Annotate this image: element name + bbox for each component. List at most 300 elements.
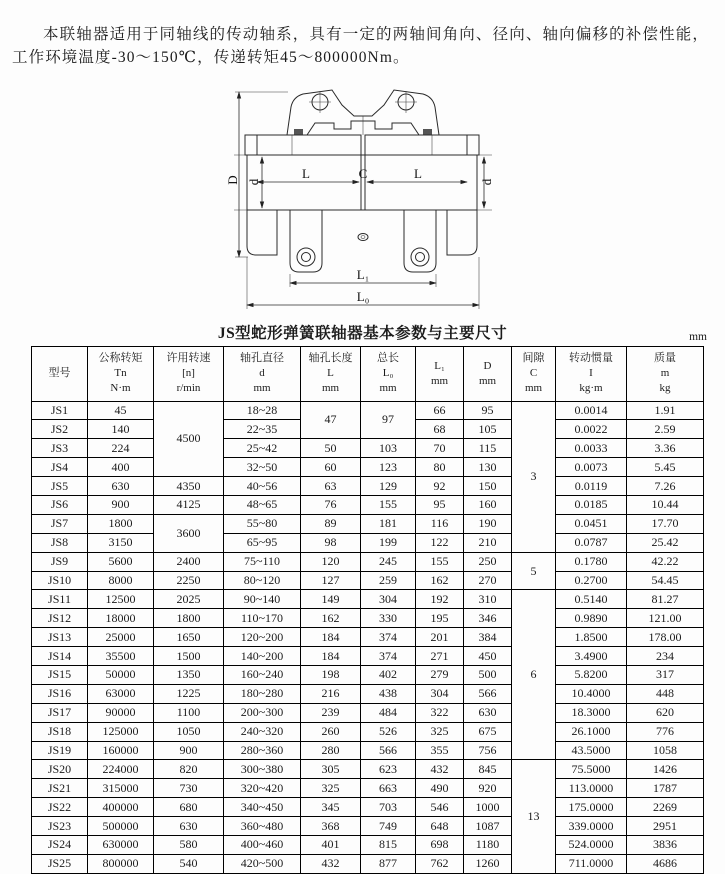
cell-bore-length: 50 [301, 439, 361, 458]
cell-inertia: 43.5000 [556, 741, 627, 760]
cell-mass: 17.70 [627, 514, 704, 533]
cell-mass: 4686 [627, 854, 704, 873]
cell-total-length: 199 [361, 533, 416, 552]
cell-bore-diameter: 80~120 [224, 571, 301, 590]
cell-model: JS11 [32, 590, 88, 609]
cell-mass: 1787 [627, 779, 704, 798]
cell-bore-diameter: 400~460 [224, 835, 301, 854]
cell-l1: 271 [416, 647, 464, 666]
cell-l1: 279 [416, 665, 464, 684]
cell-model: JS18 [32, 722, 88, 741]
cell-total-length: 330 [361, 609, 416, 628]
cell-bore-diameter: 48~65 [224, 495, 301, 514]
cell-mass: 81.27 [627, 590, 704, 609]
row-JS6 [32, 495, 704, 514]
cell-model: JS10 [32, 571, 88, 590]
cell-model: JS22 [32, 798, 88, 817]
cell-outer-diameter: 566 [464, 684, 512, 703]
cell-outer-diameter: 630 [464, 703, 512, 722]
cell-l1: 322 [416, 703, 464, 722]
cell-outer-diameter: 346 [464, 609, 512, 628]
cell-mass: 5.45 [627, 458, 704, 477]
cell-outer-diameter: 1000 [464, 798, 512, 817]
cell-nominal-torque: 125000 [88, 722, 154, 741]
cell-total-length: 155 [361, 495, 416, 514]
cell-allowable-speed: 2025 [154, 590, 224, 609]
cell-inertia: 0.0787 [556, 533, 627, 552]
row-JS7 [32, 514, 704, 533]
cell-inertia: 0.0014 [556, 401, 627, 420]
cell-l1: 122 [416, 533, 464, 552]
leg-left [290, 210, 322, 272]
cell-mass: 2951 [627, 817, 704, 836]
cell-inertia: 5.8200 [556, 665, 627, 684]
cell-allowable-speed: 680 [154, 798, 224, 817]
cell-outer-diameter: 115 [464, 439, 512, 458]
cell-bore-length: 345 [301, 798, 361, 817]
cell-model: JS13 [32, 628, 88, 647]
column-header-clearance: 间隙 C mm [512, 346, 556, 401]
cell-bore-length: 47 [301, 401, 361, 439]
cell-outer-diameter: 160 [464, 495, 512, 514]
cell-total-length: 123 [361, 458, 416, 477]
cell-l1: 155 [416, 552, 464, 571]
cell-bore-diameter: 420~500 [224, 854, 301, 873]
cell-bore-length: 216 [301, 684, 361, 703]
cell-l1: 80 [416, 458, 464, 477]
cell-mass: 448 [627, 684, 704, 703]
cell-model: JS7 [32, 514, 88, 533]
cell-bore-diameter: 320~420 [224, 779, 301, 798]
cell-total-length: 877 [361, 854, 416, 873]
dim-label-L-left: L [301, 165, 310, 181]
side-block-left [247, 210, 277, 255]
cell-nominal-torque: 800000 [88, 854, 154, 873]
cell-model: JS15 [32, 665, 88, 684]
cell-total-length: 484 [361, 703, 416, 722]
cell-nominal-torque: 18000 [88, 609, 154, 628]
cell-model: JS12 [32, 609, 88, 628]
cell-total-length: 374 [361, 647, 416, 666]
cell-nominal-torque: 25000 [88, 628, 154, 647]
cell-outer-diameter: 675 [464, 722, 512, 741]
row-JS22 [32, 798, 704, 817]
cell-bore-length: 198 [301, 665, 361, 684]
cell-inertia: 0.2700 [556, 571, 627, 590]
cell-allowable-speed: 1500 [154, 647, 224, 666]
cell-model: JS17 [32, 703, 88, 722]
cell-model: JS3 [32, 439, 88, 458]
cell-allowable-speed: 580 [154, 835, 224, 854]
cell-allowable-speed: 2400 [154, 552, 224, 571]
cell-inertia: 339.0000 [556, 817, 627, 836]
column-header-allowable-speed: 许用转速 [n] r/min [154, 346, 224, 401]
hub-band [247, 155, 477, 210]
column-header-model: 型号 [32, 346, 88, 401]
bolt-head-right [423, 129, 432, 135]
cell-nominal-torque: 500000 [88, 817, 154, 836]
cell-model: JS4 [32, 458, 88, 477]
row-JS5 [32, 477, 704, 496]
cell-inertia: 18.3000 [556, 703, 627, 722]
column-header-total-length: 总长 L₀ mm [361, 346, 416, 401]
cell-nominal-torque: 400 [88, 458, 154, 477]
cell-total-length: 703 [361, 798, 416, 817]
cell-mass: 620 [627, 703, 704, 722]
cell-inertia: 0.9890 [556, 609, 627, 628]
cell-total-length: 97 [361, 401, 416, 439]
cell-outer-diameter: 384 [464, 628, 512, 647]
cell-bore-length: 184 [301, 647, 361, 666]
cell-mass: 7.26 [627, 477, 704, 496]
cell-model: JS8 [32, 533, 88, 552]
cell-bore-length: 184 [301, 628, 361, 647]
cell-nominal-torque: 90000 [88, 703, 154, 722]
cell-mass: 54.45 [627, 571, 704, 590]
cell-clearance: 13 [512, 760, 556, 873]
cell-outer-diameter: 130 [464, 458, 512, 477]
cell-bore-length: 260 [301, 722, 361, 741]
cell-allowable-speed: 1650 [154, 628, 224, 647]
cell-bore-diameter: 110~170 [224, 609, 301, 628]
column-header-l1: L₁ mm [416, 346, 464, 401]
flange-right [365, 135, 467, 155]
cell-bore-diameter: 300~380 [224, 760, 301, 779]
column-header-nominal-torque: 公称转矩 Tn N·m [88, 346, 154, 401]
row-JS4 [32, 458, 704, 477]
side-block-right [447, 210, 477, 255]
cell-nominal-torque: 315000 [88, 779, 154, 798]
cell-bore-length: 401 [301, 835, 361, 854]
leg-right [404, 210, 436, 272]
bolt-head-left [294, 129, 303, 135]
cell-bore-length: 89 [301, 514, 361, 533]
cell-clearance: 6 [512, 590, 556, 760]
intro-paragraph: 本联轴器适用于同轴线的传动轴系，具有一定的两轴间角向、径向、轴向偏移的补偿性能，工作环境温度-30～150℃，传递转矩45～800000Nm。 [12, 25, 709, 66]
cell-bore-length: 368 [301, 817, 361, 836]
cell-total-length: 402 [361, 665, 416, 684]
cell-clearance: 5 [512, 552, 556, 590]
cell-l1: 546 [416, 798, 464, 817]
cell-allowable-speed: 540 [154, 854, 224, 873]
cell-model: JS23 [32, 817, 88, 836]
cell-inertia: 26.1000 [556, 722, 627, 741]
cell-mass: 42.22 [627, 552, 704, 571]
cell-l1: 648 [416, 817, 464, 836]
cell-bore-length: 63 [301, 477, 361, 496]
cell-bore-length: 325 [301, 779, 361, 798]
cell-total-length: 566 [361, 741, 416, 760]
cell-l1: 698 [416, 835, 464, 854]
cell-l1: 192 [416, 590, 464, 609]
cell-bore-diameter: 240~320 [224, 722, 301, 741]
row-JS15 [32, 665, 704, 684]
cell-l1: 68 [416, 420, 464, 439]
cell-inertia: 0.0451 [556, 514, 627, 533]
cell-l1: 195 [416, 609, 464, 628]
cell-bore-diameter: 18~28 [224, 401, 301, 420]
cell-allowable-speed: 900 [154, 741, 224, 760]
row-JS25 [32, 854, 704, 873]
cell-mass: 2269 [627, 798, 704, 817]
unit-note: mm [689, 330, 707, 343]
column-header-outer-diameter: D mm [464, 346, 512, 401]
cell-allowable-speed: 1225 [154, 684, 224, 703]
cell-bore-diameter: 180~280 [224, 684, 301, 703]
cell-bore-diameter: 360~480 [224, 817, 301, 836]
row-JS13 [32, 628, 704, 647]
cell-l1: 92 [416, 477, 464, 496]
cell-nominal-torque: 630000 [88, 835, 154, 854]
cell-l1: 325 [416, 722, 464, 741]
cell-l1: 490 [416, 779, 464, 798]
cell-nominal-torque: 12500 [88, 590, 154, 609]
cell-nominal-torque: 160000 [88, 741, 154, 760]
cell-nominal-torque: 63000 [88, 684, 154, 703]
cell-nominal-torque: 45 [88, 401, 154, 420]
cell-nominal-torque: 140 [88, 420, 154, 439]
dim-label-d-left: d [245, 178, 261, 185]
cell-outer-diameter: 756 [464, 741, 512, 760]
row-JS12 [32, 609, 704, 628]
cell-total-length: 103 [361, 439, 416, 458]
cell-nominal-torque: 630 [88, 477, 154, 496]
parameters-table [31, 346, 704, 874]
dim-label-L-right: L [413, 165, 422, 181]
cell-model: JS19 [32, 741, 88, 760]
cell-outer-diameter: 920 [464, 779, 512, 798]
cell-bore-length: 127 [301, 571, 361, 590]
cell-inertia: 1.8500 [556, 628, 627, 647]
cell-bore-diameter: 140~200 [224, 647, 301, 666]
cell-mass: 25.42 [627, 533, 704, 552]
cell-allowable-speed: 1100 [154, 703, 224, 722]
cell-allowable-speed: 1350 [154, 665, 224, 684]
cell-mass: 1.91 [627, 401, 704, 420]
row-JS1 [32, 401, 704, 420]
row-JS3 [32, 439, 704, 458]
row-JS19 [32, 741, 704, 760]
cell-total-length: 438 [361, 684, 416, 703]
cell-model: JS1 [32, 401, 88, 420]
row-JS23 [32, 817, 704, 836]
cell-inertia: 0.0022 [556, 420, 627, 439]
cell-inertia: 0.5140 [556, 590, 627, 609]
cell-l1: 304 [416, 684, 464, 703]
cell-allowable-speed: 4125 [154, 495, 224, 514]
cell-total-length: 259 [361, 571, 416, 590]
cell-inertia: 0.0119 [556, 477, 627, 496]
cell-inertia: 10.4000 [556, 684, 627, 703]
cell-bore-length: 98 [301, 533, 361, 552]
cell-nominal-torque: 224000 [88, 760, 154, 779]
cell-l1: 70 [416, 439, 464, 458]
cell-total-length: 245 [361, 552, 416, 571]
dim-label-L1: L₁ [356, 266, 369, 282]
cell-outer-diameter: 845 [464, 760, 512, 779]
cell-outer-diameter: 210 [464, 533, 512, 552]
cell-outer-diameter: 310 [464, 590, 512, 609]
cell-outer-diameter: 270 [464, 571, 512, 590]
cell-nominal-torque: 8000 [88, 571, 154, 590]
cell-bore-length: 305 [301, 760, 361, 779]
column-header-bore-length: 轴孔长度 L mm [301, 346, 361, 401]
cell-bore-diameter: 200~300 [224, 703, 301, 722]
cell-bore-length: 280 [301, 741, 361, 760]
cell-total-length: 304 [361, 590, 416, 609]
cell-total-length: 623 [361, 760, 416, 779]
coupling-cross-section [224, 85, 494, 318]
cell-inertia: 175.0000 [556, 798, 627, 817]
row-JS21 [32, 779, 704, 798]
cell-allowable-speed: 3600 [154, 514, 224, 552]
row-JS16 [32, 684, 704, 703]
cell-mass: 121.00 [627, 609, 704, 628]
cell-allowable-speed: 630 [154, 817, 224, 836]
column-header-bore-diameter: 轴孔直径 d mm [224, 346, 301, 401]
cell-allowable-speed: 1050 [154, 722, 224, 741]
cell-l1: 116 [416, 514, 464, 533]
cell-allowable-speed: 820 [154, 760, 224, 779]
coupling-drawing [0, 85, 725, 318]
cell-mass: 317 [627, 665, 704, 684]
cell-mass: 1058 [627, 741, 704, 760]
cell-bore-diameter: 65~95 [224, 533, 301, 552]
cell-mass: 178.00 [627, 628, 704, 647]
cell-bore-length: 239 [301, 703, 361, 722]
cell-outer-diameter: 1087 [464, 817, 512, 836]
cell-l1: 66 [416, 401, 464, 420]
cell-l1: 762 [416, 854, 464, 873]
cell-mass: 3.36 [627, 439, 704, 458]
cell-nominal-torque: 3150 [88, 533, 154, 552]
row-JS14 [32, 647, 704, 666]
cell-total-length: 181 [361, 514, 416, 533]
cell-nominal-torque: 900 [88, 495, 154, 514]
cell-bore-length: 432 [301, 854, 361, 873]
cell-model: JS25 [32, 854, 88, 873]
cell-bore-diameter: 160~240 [224, 665, 301, 684]
cell-model: JS2 [32, 420, 88, 439]
cell-bore-diameter: 40~56 [224, 477, 301, 496]
cell-mass: 3836 [627, 835, 704, 854]
cell-outer-diameter: 105 [464, 420, 512, 439]
cell-nominal-torque: 224 [88, 439, 154, 458]
cell-total-length: 374 [361, 628, 416, 647]
cell-allowable-speed: 730 [154, 779, 224, 798]
cell-allowable-speed: 1800 [154, 609, 224, 628]
cell-bore-diameter: 90~140 [224, 590, 301, 609]
cell-bore-diameter: 120~200 [224, 628, 301, 647]
row-JS9 [32, 552, 704, 571]
cell-outer-diameter: 450 [464, 647, 512, 666]
flange-left [257, 135, 361, 155]
cell-mass: 776 [627, 722, 704, 741]
cell-model: JS14 [32, 647, 88, 666]
cell-total-length: 815 [361, 835, 416, 854]
column-header-inertia: 转动惯量 I kg·m [556, 346, 627, 401]
cell-bore-diameter: 22~35 [224, 420, 301, 439]
cell-inertia: 3.4900 [556, 647, 627, 666]
dim-label-d-right: d [478, 178, 494, 185]
cell-model: JS5 [32, 477, 88, 496]
row-JS17 [32, 703, 704, 722]
cell-inertia: 0.1780 [556, 552, 627, 571]
cell-model: JS9 [32, 552, 88, 571]
cell-l1: 432 [416, 760, 464, 779]
cell-bore-length: 60 [301, 458, 361, 477]
cell-mass: 234 [627, 647, 704, 666]
cell-nominal-torque: 50000 [88, 665, 154, 684]
cell-inertia: 0.0033 [556, 439, 627, 458]
cell-bore-length: 120 [301, 552, 361, 571]
cell-outer-diameter: 1260 [464, 854, 512, 873]
cell-bore-diameter: 75~110 [224, 552, 301, 571]
cell-bore-diameter: 340~450 [224, 798, 301, 817]
cell-nominal-torque: 5600 [88, 552, 154, 571]
cell-model: JS6 [32, 495, 88, 514]
cell-mass: 1426 [627, 760, 704, 779]
row-JS11 [32, 590, 704, 609]
cell-outer-diameter: 95 [464, 401, 512, 420]
row-JS8 [32, 533, 704, 552]
table-header [32, 346, 704, 401]
cell-l1: 162 [416, 571, 464, 590]
dim-label-C: C [358, 165, 367, 181]
cell-model: JS16 [32, 684, 88, 703]
cell-outer-diameter: 150 [464, 477, 512, 496]
cell-total-length: 663 [361, 779, 416, 798]
cell-inertia: 711.0000 [556, 854, 627, 873]
table-title: JS型蛇形弹簧联轴器基本参数与主要尺寸 [217, 324, 508, 342]
cell-l1: 201 [416, 628, 464, 647]
cell-inertia: 0.0073 [556, 458, 627, 477]
cell-bore-length: 162 [301, 609, 361, 628]
cell-clearance: 3 [512, 401, 556, 552]
cell-inertia: 75.5000 [556, 760, 627, 779]
cell-inertia: 113.0000 [556, 779, 627, 798]
cell-model: JS20 [32, 760, 88, 779]
cell-nominal-torque: 400000 [88, 798, 154, 817]
cell-bore-diameter: 25~42 [224, 439, 301, 458]
cell-mass: 2.59 [627, 420, 704, 439]
cell-inertia: 524.0000 [556, 835, 627, 854]
cell-allowable-speed: 2250 [154, 571, 224, 590]
row-JS18 [32, 722, 704, 741]
cell-bore-length: 149 [301, 590, 361, 609]
cell-model: JS24 [32, 835, 88, 854]
cell-nominal-torque: 35500 [88, 647, 154, 666]
cell-outer-diameter: 500 [464, 665, 512, 684]
cell-bore-length: 76 [301, 495, 361, 514]
cell-inertia: 0.0185 [556, 495, 627, 514]
center-hole [358, 233, 368, 240]
cell-allowable-speed: 4500 [154, 401, 224, 477]
cell-l1: 95 [416, 495, 464, 514]
cell-mass: 10.44 [627, 495, 704, 514]
cell-model: JS21 [32, 779, 88, 798]
cell-outer-diameter: 1180 [464, 835, 512, 854]
column-header-mass: 质量 m kg [627, 346, 704, 401]
row-JS20 [32, 760, 704, 779]
cell-nominal-torque: 1800 [88, 514, 154, 533]
cell-l1: 355 [416, 741, 464, 760]
cell-total-length: 129 [361, 477, 416, 496]
cell-outer-diameter: 250 [464, 552, 512, 571]
cell-outer-diameter: 190 [464, 514, 512, 533]
dim-label-L0: L₀ [356, 288, 369, 304]
cell-allowable-speed: 4350 [154, 477, 224, 496]
